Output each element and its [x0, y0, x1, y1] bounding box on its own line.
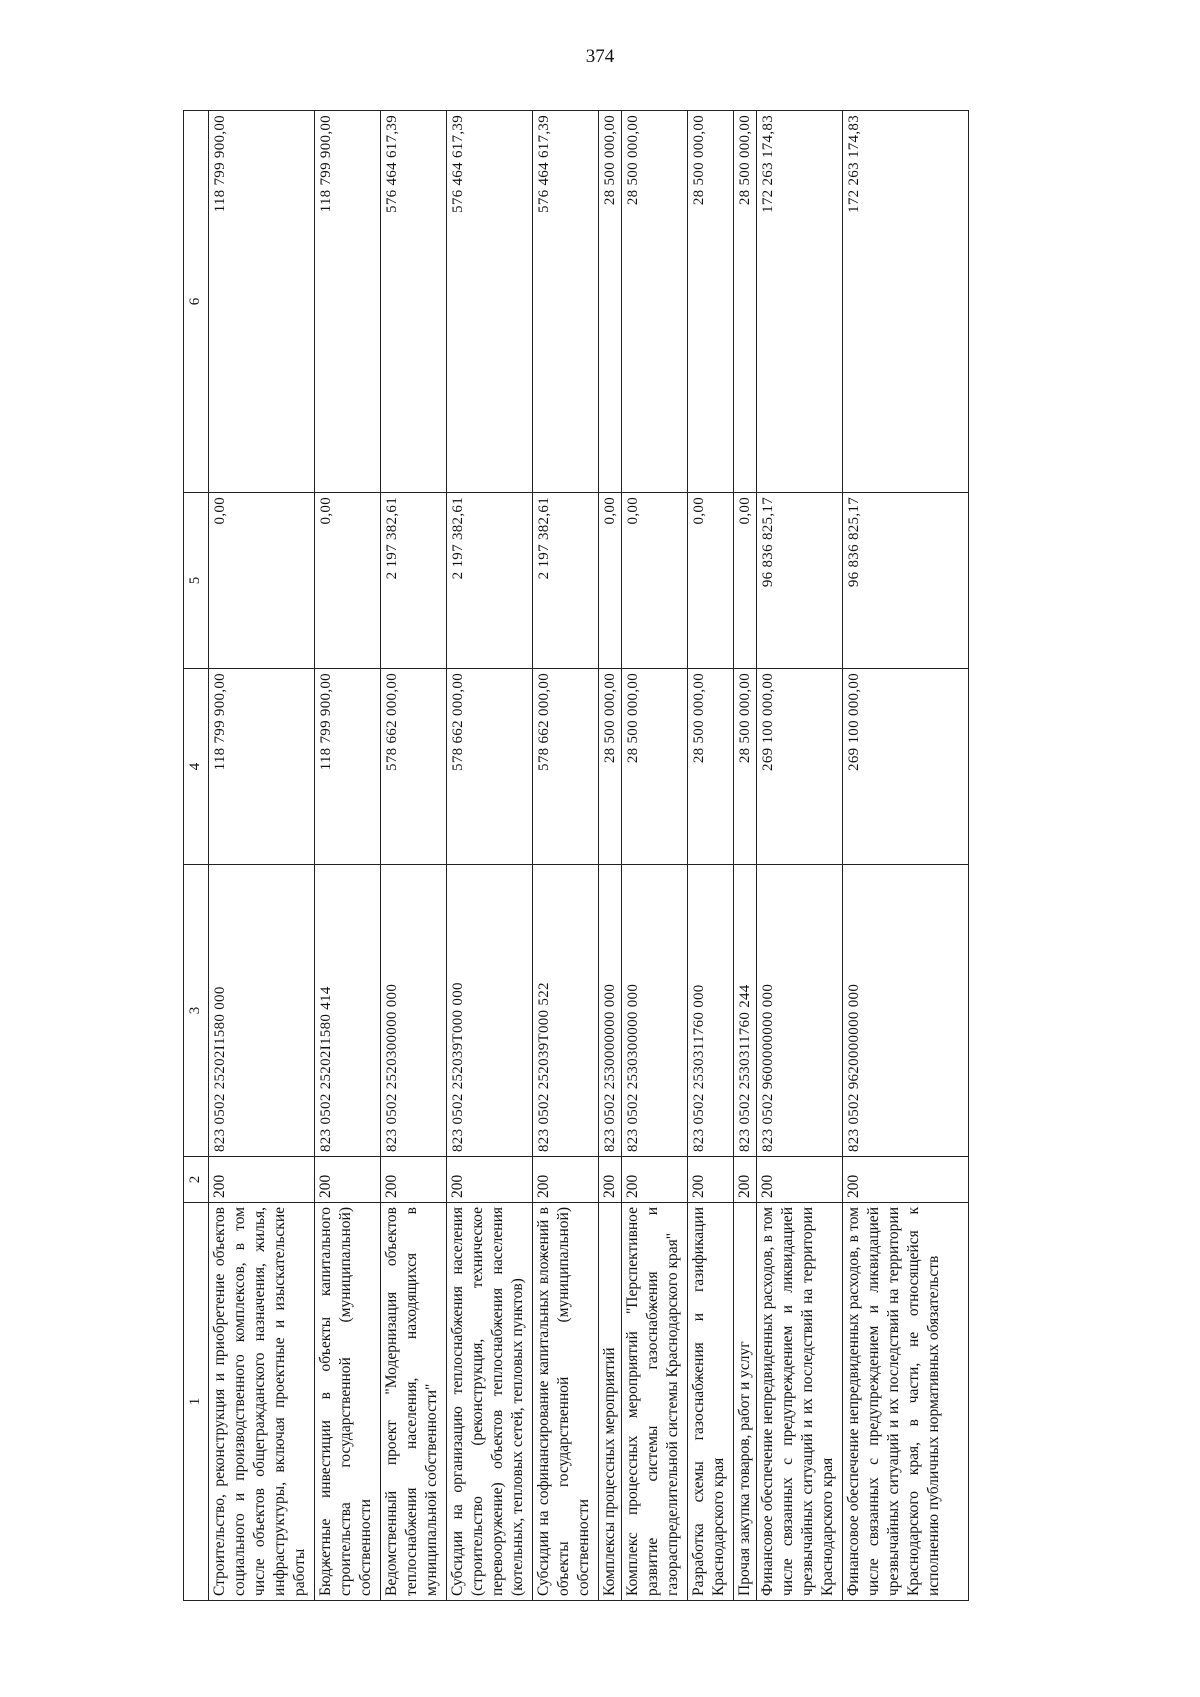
row-column-5: 2 197 382,61: [447, 493, 533, 669]
budget-table: [183, 110, 969, 1601]
row-name: Финансовое обеспечение непредвиденных расходов, в том числе связанных с предупреждением и ликвидацией чрезвычайных ситуаций и их последствий на территории Краснодарского края: [757, 1203, 843, 1601]
row-column-4: 28 500 000,00: [734, 669, 757, 865]
row-budget-code: 823 0502 2520300000 000: [381, 865, 447, 1157]
row-column-4: 269 100 000,00: [843, 669, 969, 865]
row-column-2: 200: [447, 1157, 533, 1203]
row-name: Финансовое обеспечение непредвиденных расходов, в том числе связанных с предупреждением и ликвидацией чрезвычайных ситуаций и их последствий на территории Краснодарского края, в части, не относящейся к исполнению публичных нормативных обязательств: [843, 1203, 969, 1601]
row-column-6: 172 263 174,83: [843, 111, 969, 493]
row-column-6: 28 500 000,00: [734, 111, 757, 493]
row-column-5: 0,00: [622, 493, 688, 669]
row-column-2: 200: [315, 1157, 381, 1203]
rotated-table-container: [183, 111, 1121, 1601]
row-column-6: 118 799 900,00: [209, 111, 315, 493]
row-column-5: 0,00: [315, 493, 381, 669]
table-body: [209, 111, 969, 1601]
row-budget-code: 823 0502 25202I1580 000: [209, 865, 315, 1157]
row-column-6: 576 464 617,39: [381, 111, 447, 493]
row-name: Строительство, реконструкция и приобретение объектов социального и производственного комплексов, в том числе объектов общегражданского назначения, жилья, инфраструктуры, включая проектные и изыскательские работы: [209, 1203, 315, 1601]
page-number: 374: [585, 46, 615, 67]
row-name: Ведомственный проект "Модернизация объектов теплоснабжения населения, находящихся в муниципальной собственности": [381, 1203, 447, 1601]
row-name: Прочая закупка товаров, работ и услуг: [734, 1203, 757, 1601]
row-column-2: 200: [734, 1157, 757, 1203]
row-column-2: 200: [688, 1157, 734, 1203]
row-column-2: 200: [757, 1157, 843, 1203]
table-row: [533, 111, 599, 1601]
row-column-2: 200: [622, 1157, 688, 1203]
row-column-4: 118 799 900,00: [209, 669, 315, 865]
row-column-4: 269 100 000,00: [757, 669, 843, 865]
table-row: [734, 111, 757, 1601]
row-column-4: 28 500 000,00: [599, 669, 622, 865]
row-column-4: 118 799 900,00: [315, 669, 381, 865]
row-column-4: 578 662 000,00: [447, 669, 533, 865]
row-column-6: 172 263 174,83: [757, 111, 843, 493]
row-name: Разработка схемы газоснабжения и газификации Краснодарского края: [688, 1203, 734, 1601]
column-header-4: 4: [184, 669, 209, 865]
row-column-6: 28 500 000,00: [688, 111, 734, 493]
row-name: Комплекс процессных мероприятий "Перспективное развитие системы газоснабжения и газораспределительной системы Краснодарского края": [622, 1203, 688, 1601]
row-column-4: 578 662 000,00: [533, 669, 599, 865]
row-column-4: 28 500 000,00: [688, 669, 734, 865]
column-header-2: 2: [184, 1157, 209, 1203]
row-column-5: 96 836 825,17: [843, 493, 969, 669]
row-name: Бюджетные инвестиции в объекты капитального строительства государственной (муниципальной) собственности: [315, 1203, 381, 1601]
table-row: [209, 111, 315, 1601]
row-column-6: 118 799 900,00: [315, 111, 381, 493]
row-budget-code: 823 0502 9620000000 000: [843, 865, 969, 1157]
row-column-5: 0,00: [599, 493, 622, 669]
row-column-5: 0,00: [209, 493, 315, 669]
table-row: [447, 111, 533, 1601]
table-row: [315, 111, 381, 1601]
row-column-5: 96 836 825,17: [757, 493, 843, 669]
row-column-2: 200: [209, 1157, 315, 1203]
row-budget-code: 823 0502 2530000000 000: [599, 865, 622, 1157]
header-row: [184, 111, 209, 1601]
row-column-5: 2 197 382,61: [381, 493, 447, 669]
table-row: [599, 111, 622, 1601]
table-row: [381, 111, 447, 1601]
row-budget-code: 823 0502 2530311760 000: [688, 865, 734, 1157]
row-budget-code: 823 0502 25202I1580 414: [315, 865, 381, 1157]
row-name: Субсидии на организацию теплоснабжения населения (строительство (реконструкция, техническое перевооружение) объектов теплоснабжения населения (котельных, тепловых сетей, тепловых пунктов): [447, 1203, 533, 1601]
column-header-6: 6: [184, 111, 209, 493]
table-row: [622, 111, 688, 1601]
row-column-2: 200: [533, 1157, 599, 1203]
row-budget-code: 823 0502 9600000000 000: [757, 865, 843, 1157]
row-budget-code: 823 0502 252039T000 000: [447, 865, 533, 1157]
table-row: [688, 111, 734, 1601]
row-name: Субсидии на софинансирование капитальных вложений в объекты государственной (муниципальной) собственности: [533, 1203, 599, 1601]
row-column-4: 578 662 000,00: [381, 669, 447, 865]
row-column-2: 200: [599, 1157, 622, 1203]
row-column-6: 576 464 617,39: [447, 111, 533, 493]
row-column-4: 28 500 000,00: [622, 669, 688, 865]
column-header-1: 1: [184, 1203, 209, 1601]
row-budget-code: 823 0502 2530311760 244: [734, 865, 757, 1157]
row-column-6: 576 464 617,39: [533, 111, 599, 493]
column-header-3: 3: [184, 865, 209, 1157]
row-column-2: 200: [843, 1157, 969, 1203]
row-column-5: 2 197 382,61: [533, 493, 599, 669]
row-budget-code: 823 0502 252039T000 522: [533, 865, 599, 1157]
row-budget-code: 823 0502 2530300000 000: [622, 865, 688, 1157]
table-row: [757, 111, 843, 1601]
row-column-2: 200: [381, 1157, 447, 1203]
row-column-5: 0,00: [688, 493, 734, 669]
table-row: [843, 111, 969, 1601]
row-column-6: 28 500 000,00: [622, 111, 688, 493]
row-column-5: 0,00: [734, 493, 757, 669]
row-name: Комплексы процессных мероприятий: [599, 1203, 622, 1601]
row-column-6: 28 500 000,00: [599, 111, 622, 493]
column-header-5: 5: [184, 493, 209, 669]
